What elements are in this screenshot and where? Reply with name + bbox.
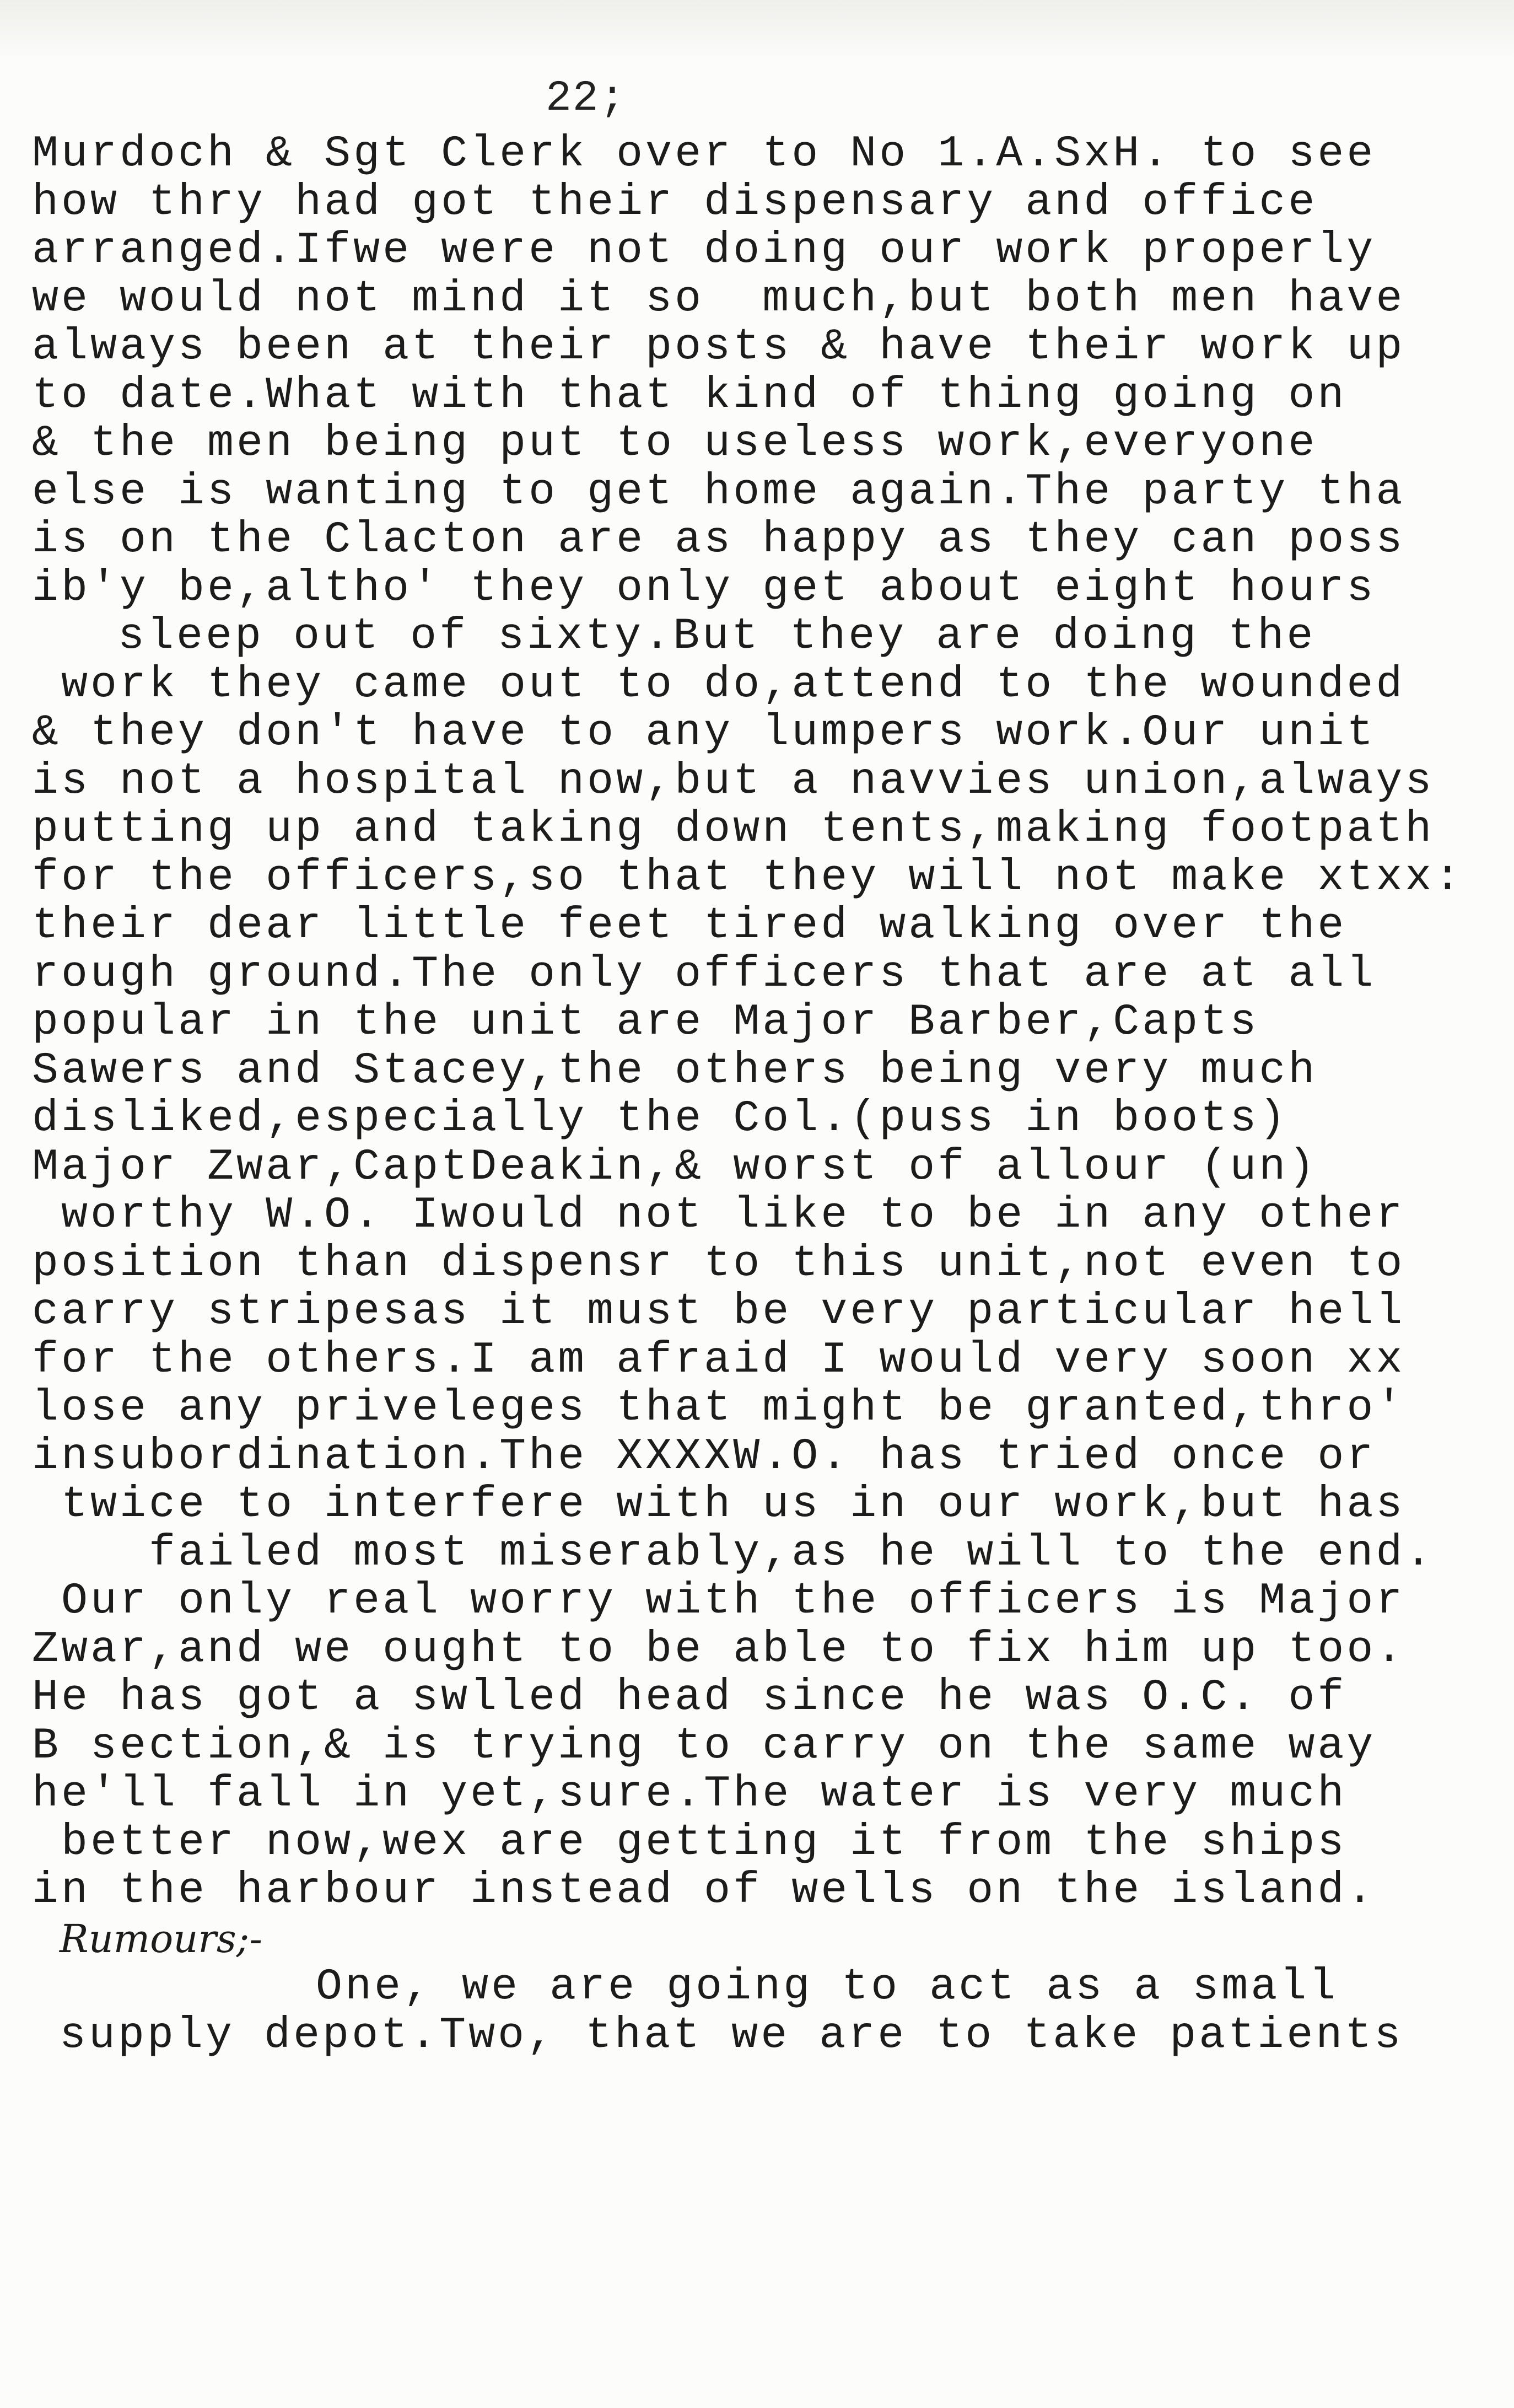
text-line: One, we are going to act as a small: [316, 1963, 1339, 2012]
text-line: rough ground.The only officers that are at all: [32, 950, 1376, 998]
text-line: else is wanting to get home again.The party tha: [32, 467, 1405, 516]
text-line: popular in the unit are Major Barber,Capts: [32, 998, 1259, 1047]
text-line: how thry had got their dispensary and office: [32, 178, 1318, 227]
text-line: insubordination.The XXXXW.O. has tried once or: [32, 1432, 1376, 1481]
text-line: Murdoch & Sgt Clerk over to No 1.A.SxH. to see: [32, 130, 1376, 179]
text-line: sleep out of sixty.But they are doing the: [60, 612, 1316, 661]
text-line: always been at their posts & have their work up: [32, 323, 1405, 372]
text-line: work they came out to do,attend to the wounded: [32, 660, 1405, 709]
text-line: he'll fall in yet,sure.The water is very much: [32, 1770, 1347, 1819]
text-line: arranged.Ifwe were not doing our work properly: [32, 227, 1376, 275]
text-line: & they don't have to any lumpers work.Our unit: [32, 709, 1376, 757]
text-line: position than dispensr to this unit,not even to: [32, 1239, 1405, 1288]
text-line: Major Zwar,CaptDeakin,& worst of allour (un): [32, 1143, 1318, 1191]
text-line: worthy W.O. Iwould not like to be in any other: [32, 1191, 1405, 1240]
page-number: 22;: [546, 74, 627, 123]
text-line: Our only real worry with the officers is Major: [32, 1577, 1405, 1626]
text-line: better now,wex are getting it from the ships: [32, 1818, 1347, 1867]
text-line: in the harbour instead of wells on the island.: [32, 1867, 1376, 1915]
text-line: supply depot.Two, that we are to take patients: [60, 2011, 1404, 2060]
text-line: we would not mind it so much,but both men have: [32, 275, 1405, 323]
text-line: twice to interfere with us in our work,but has: [32, 1481, 1405, 1529]
text-line: for the officers,so that they will not make xtxx:: [32, 853, 1464, 902]
text-line: Sawers and Stacey,the others being very much: [32, 1046, 1318, 1095]
text-line: B section,& is trying to carry on the same way: [32, 1722, 1376, 1770]
text-line: lose any priveleges that might be granted,thro': [32, 1384, 1405, 1433]
text-line: their dear little feet tired walking over the: [32, 902, 1347, 950]
page-top-shadow: [0, 0, 1514, 61]
text-line: is on the Clacton are as happy as they can poss: [32, 516, 1405, 565]
text-line: carry stripesas it must be very particular hell: [32, 1288, 1405, 1336]
text-line: disliked,especially the Col.(puss in boots): [32, 1095, 1289, 1143]
text-line: ib'y be,altho' they only get about eight hours: [32, 564, 1376, 612]
text-line: to date.What with that kind of thing going on: [32, 371, 1347, 420]
text-line: putting up and taking down tents,making footpath: [32, 805, 1435, 854]
text-line: is not a hospital now,but a navvies union,always: [32, 757, 1435, 805]
typed-text-body: [32, 130, 1487, 2060]
text-line: He has got a swlled head since he was O.C. of: [32, 1674, 1347, 1722]
text-line: failed most miserably,as he will to the end.: [32, 1529, 1435, 1577]
text-line: & the men being put to useless work,everyone: [32, 420, 1318, 468]
text-line: for the others.I am afraid I would very soon xx: [32, 1336, 1405, 1384]
text-line: Zwar,and we ought to be able to fix him up too.: [32, 1625, 1405, 1674]
handwritten-heading: Rumours;-: [60, 1916, 263, 1961]
